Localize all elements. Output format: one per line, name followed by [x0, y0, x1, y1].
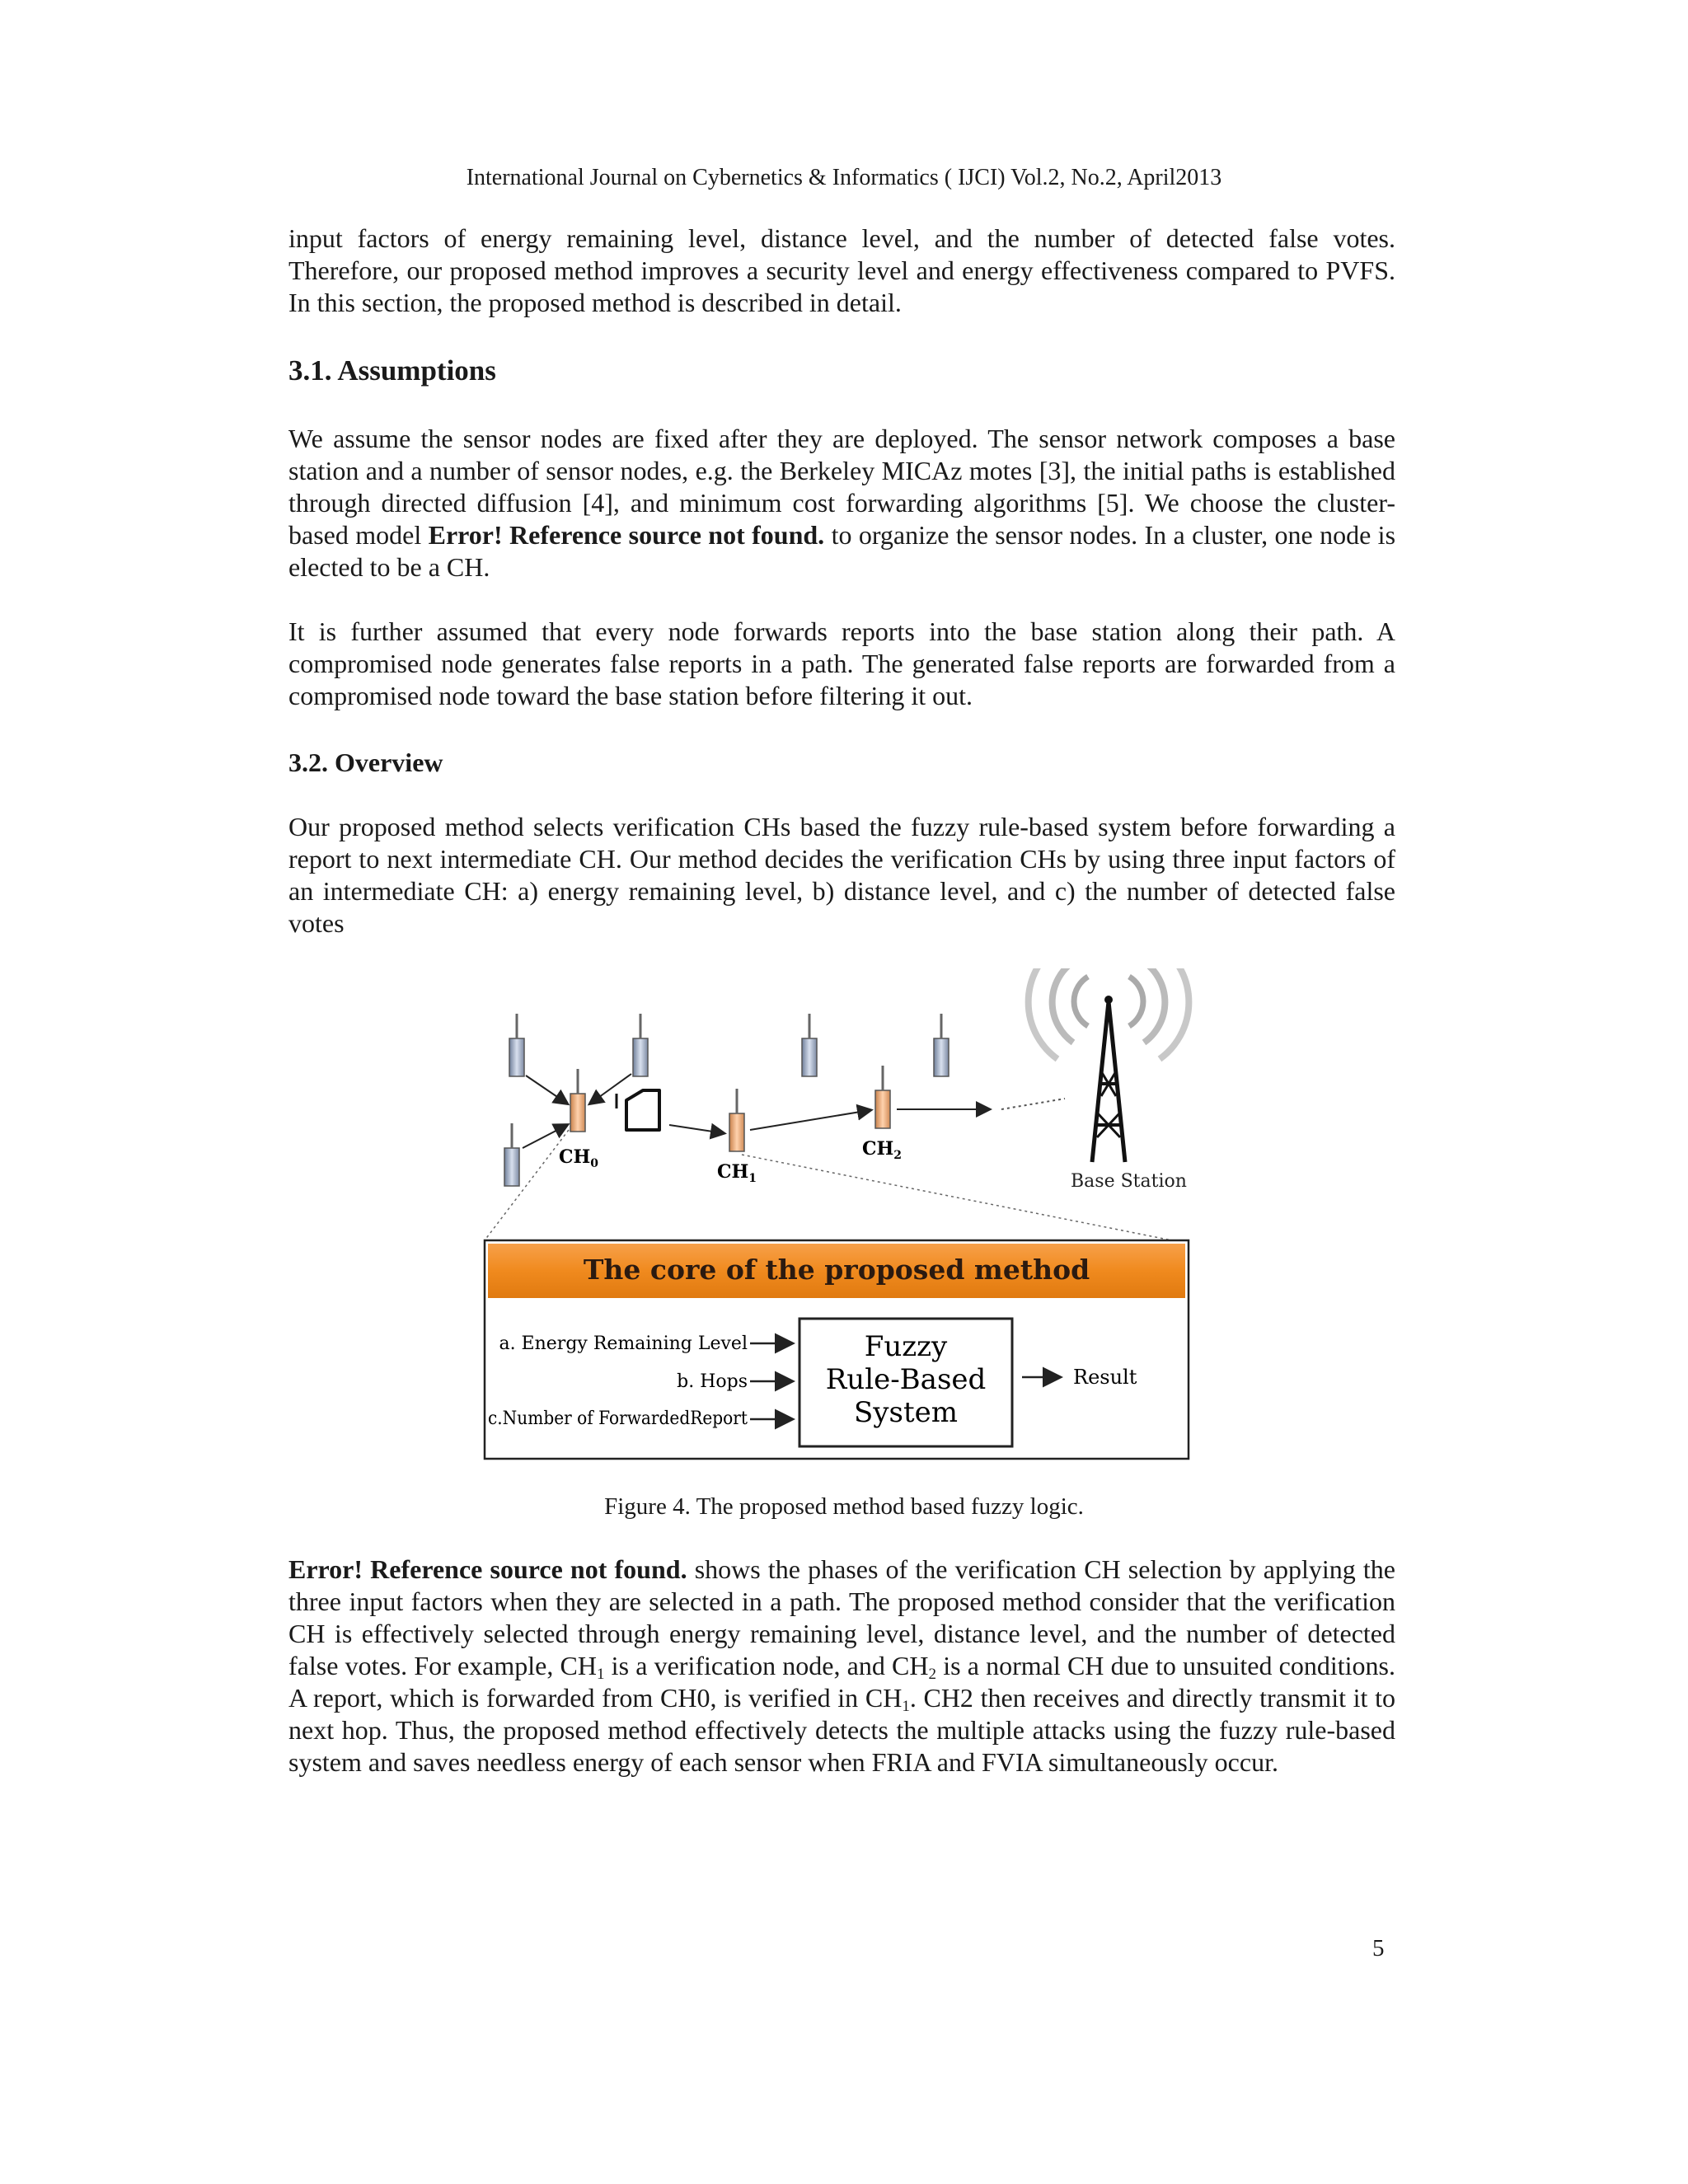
input-hops-label: b. Hops	[677, 1371, 748, 1392]
ch0-label: $CH_0$	[559, 1146, 599, 1170]
overview-paragraph: Our proposed method selects verification CHs based the fuzzy rule-based system before forwarding a report to next intermediate CH. Our method decides the verification CHs by using three input factors of an intermediate CH: a) energy remaining level, b) distance level, and c) the number of detected false votes	[288, 812, 1395, 938]
figure-caption: Figure 4. The proposed method based fuzzy logic.	[604, 1493, 1084, 1520]
fuzzy-box-line-3: System	[854, 1396, 958, 1429]
cluster-head-ch0	[570, 1069, 585, 1132]
reference-error: Error! Reference source not found.	[288, 1554, 687, 1584]
base-station-tower-icon	[1029, 968, 1189, 1162]
cluster-head-ch1	[729, 1089, 744, 1151]
section-heading-assumptions: 3.1. Assumptions	[288, 354, 496, 387]
sensor-node-blue	[509, 1014, 524, 1076]
closing-paragraph: Error! Reference source not found. shows the phases of the verification CH selection by applying the three input factors when they are selected in a path. The proposed method consider that the verification CH is effectively selected through energy remaining level, distance level, and the number of detected false votes. For example, $CH_1$ is a verification node, and $CH_2$ is a normal CH due to unsuited conditions. A report, which is forwarded from CH0, is verified in $CH_1$. CH2 then receives and directly transmit it to next hop. Thus, the proposed method effectively detects the multiple attacks using the fuzzy rule-based system and saves needless energy of each sensor when FRIA and FVIA simultaneously occur.	[288, 1554, 1396, 1777]
fuzzy-box-line-2: Rule-Based	[825, 1363, 987, 1396]
assumptions-paragraph-1: We assume the sensor nodes are fixed after they are deployed. The sensor network composes a base station and a number of sensor nodes, e.g. the Berkeley MICAz motes [3], the initial paths is established through directed diffusion [4], and minimum cost forwarding algorithms [5]. We choose the cluster-based model Error! Reference source not found. to organize the sensor nodes. In a cluster, one node is elected to be a CH.	[288, 424, 1396, 582]
running-header: International Journal on Cybernetics & Informatics ( IJCI) Vol.2, No.2, April2013	[466, 165, 1222, 190]
input-energy-label: a. Energy Remaining Level	[499, 1333, 748, 1354]
sensor-node-blue	[504, 1123, 519, 1186]
fuzzy-box-line-1: Fuzzy	[864, 1330, 948, 1363]
input-forwarded-report-label: c.Number of ForwardedReport	[488, 1408, 748, 1429]
intro-paragraph: input factors of energy remaining level, distance level, and the number of detected false votes. Therefore, our proposed method improves a security level and energy effectiveness compared to PVFS. In this section, the proposed method is described in detail.	[288, 223, 1395, 317]
core-method-banner-label: The core of the proposed method	[583, 1254, 1090, 1286]
report-document-icon	[617, 1090, 659, 1130]
figure-4	[478, 968, 1203, 1463]
reference-error: Error! Reference source not found.	[428, 520, 825, 550]
cluster-head-ch2	[875, 1066, 890, 1128]
result-label: Result	[1073, 1366, 1137, 1389]
sensor-node-blue	[934, 1014, 949, 1076]
sensor-node-blue	[802, 1014, 817, 1076]
base-station-label: Base Station	[1071, 1171, 1187, 1192]
ch2-label: $CH_2$	[862, 1138, 903, 1162]
page-number: 5	[1372, 1935, 1385, 1961]
sensor-node-blue	[633, 1014, 648, 1076]
section-heading-overview: 3.2. Overview	[288, 748, 443, 777]
assumptions-paragraph-2: It is further assumed that every node forwards reports into the base station along their path. A compromised node generates false reports in a path. The generated false reports are forwarded from a compromised node toward the base station before filtering it out.	[288, 616, 1395, 710]
ch1-label: $CH_1$	[717, 1161, 757, 1185]
